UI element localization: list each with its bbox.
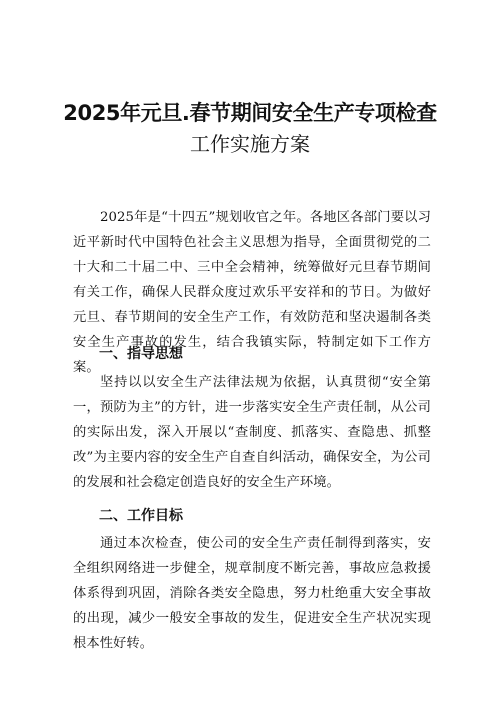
document-title: 2025年元旦.春节期间安全生产专项检查 <box>63 101 437 125</box>
section-paragraph-guiding-ideology: 坚持以以安全生产法律法规为依据，认真贯彻“安全第一，预防为主”的方针，进一步落实安全生产责任制，从公司的实际出发，深入开展以“查制度、抓落实、查隐患、抓整改”为主要内容的安全生产自查自纠活动，确保安全，为公司的发展和社会稳定创造良好的安全生产环境。 <box>73 375 431 490</box>
intro-paragraph: 2025年是“十四五”规划收官之年。各地区各部门要以习近平新时代中国特色社会主义思想为指导，全面贯彻党的二十大和二十届二中、三中全会精神，统筹做好元旦春节期间有关工作，确保人民群众度过欢乐平安祥和的节日。为做好元旦、春节期间的安全生产工作，有效防范和坚决遏制各类安全生产事故的发生，结合我镇实际，特制定如下工作方案。 <box>73 210 431 375</box>
section-paragraph-work-goals: 通过本次检查，使公司的安全生产责任制得到落实，安全组织网络进一步健全，规章制度不断完善，事故应急救援体系得到巩固，消除各类安全隐患，努力杜绝重大安全事故的出现，减少一般安全事故的发生，促进安全生产状况实现根本性好转。 <box>73 536 431 651</box>
document-subtitle: 工作实施方案 <box>190 132 310 156</box>
section-heading-work-goals: 二、工作目标 <box>99 508 183 524</box>
section-heading-guiding-ideology: 一、指导思想 <box>99 346 183 362</box>
